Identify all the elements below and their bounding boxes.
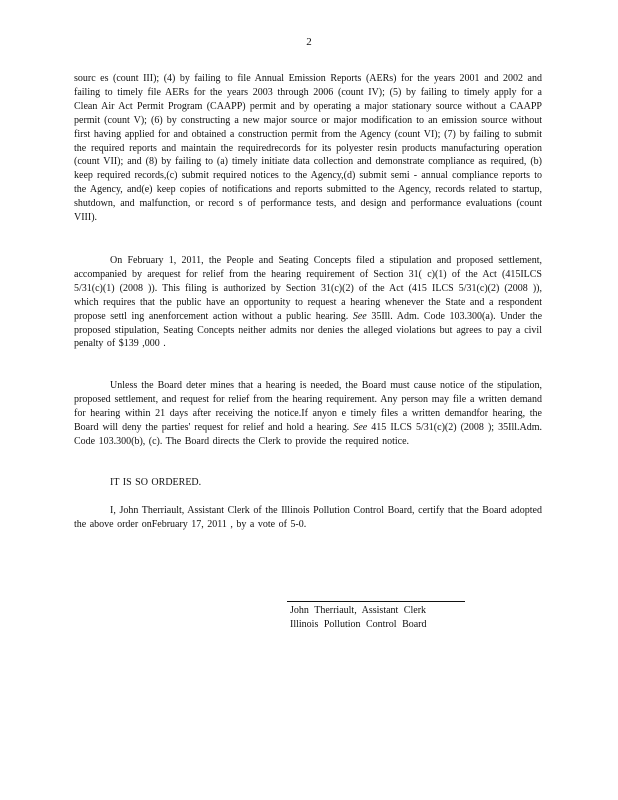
signer-organization: Illinois Pollution Control Board: [290, 619, 427, 630]
stipulation-text-cont: 35Ill. Adm. Code 103.300(a). Under the proposed stipulation, Seating Concepts neither admits nor denies the alleged violations but agrees to pay a civil penalty of $139 ,000 .: [74, 310, 543, 350]
stipulation-text: On February 1, 2011, the People and Seating Concepts filed a stipulation and proposed settlement, accompanied by arequest for relief from the hearing requirement of Section 31( c)(1) of the Act (415ILCS 5/31(c)(1) (2008 )). This filing is authorized by Section 31(c)(2) of the Act (415 ILCS 5/31(c)(2) (2008 )), which requires that the public have an opportunity to request a hearing whenever the State and a respondent propose settl ing anenforcement action without a public hearing.: [74, 255, 542, 322]
page-number: 2: [306, 36, 312, 48]
see-citation-signal: See: [353, 421, 368, 433]
hearing-text: Unless the Board deter mines that a hearing is needed, the Board must cause notice of the stipulation, proposed settlement, and request for relief from the hearing requirement. Any person may file a written demand for hearing within 21 days after receiving the notice.If anyon e timely files a written demandfor hearing, the Board will deny the parties' request for relief and hold a hearing.: [74, 380, 542, 433]
signature-block: [290, 604, 427, 632]
signature-line: [287, 601, 465, 602]
paragraph-ordered: IT IS SO ORDERED.: [110, 477, 202, 488]
paragraph-hearing: [74, 379, 542, 449]
paragraph-certification: I, John Therriault, Assistant Clerk of the Illinois Pollution Control Board, certify that the Board adopted the above order onFebruary 17, 2011 , by a vote of 5-0.: [74, 505, 542, 530]
see-citation-signal: See: [352, 310, 367, 322]
signer-name: John Therriault, Assistant Clerk: [290, 605, 427, 616]
hearing-text-cont: 415 ILCS 5/31(c)(2) (2008 ); 35Ill.Adm. Code 103.300(b), (c). The Board directs the Clerk to provide the required notice.: [74, 421, 543, 447]
paragraph-counts: sourc es (count III); (4) by failing to file Annual Emission Reports (AERs) for the years 2001 and 2002 and failing to timely file AERs for the years 2003 through 2006 (count IV); (5) by failing to timely apply for a Clean Air Act Permit Program (CAAPP) permit and by operating a major stationary source without a CAAPP permit (count V); (6) by constructing a new major source or major modification to an emission source without first having applied for and obtained a construction permit from the Agency (count VI); (7) by failing to submit the required reports and maintain the requiredrecords for its polyester resin products manufacturing operation (count VII); and (8) by failing to (a) timely initiate data collection and demonstrate compliance as required, (b) keep required records,(c) submit required notices to the Agency,(d) submit semi - annual compliance reports to the Agency, and(e) keep copies of notifications and reports submitted to the Agency, records related to startup, shutdown, and malfunction, or record s of performance tests, and design and performance evaluations (count VIII).: [74, 73, 542, 224]
paragraph-stipulation: [74, 254, 542, 351]
